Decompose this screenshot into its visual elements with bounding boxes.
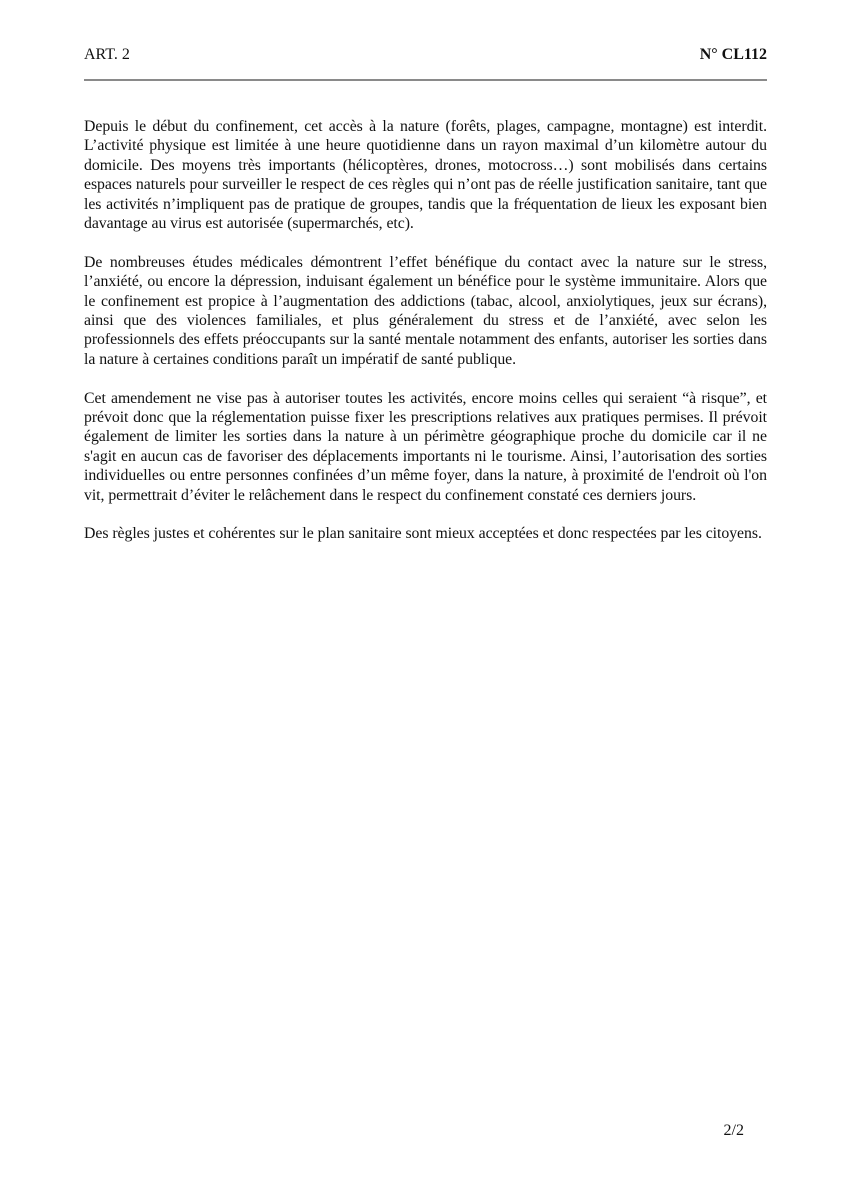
amendment-number: N° CL112: [699, 46, 767, 63]
paragraph-4: Des règles justes et cohérentes sur le plan sanitaire sont mieux acceptées et donc respectées par les citoyens.: [84, 525, 762, 543]
paragraph-1: Depuis le début du confinement, cet accès à la nature (forêts, plages, campagne, montagne) est interdit. L’activité physique est limitée à une heure quotidienne dans un rayon maximal d’un kilomètre autour du domicile. Des moyens très importants (hélicoptères, drones, motocross…) sont mobilisés dans certains espaces naturels pour surveiller le respect de ces règles qui n’ont pas de réelle justification sanitaire, tant que les activités n’impliquent pas de pratique de groupes, tandis que la fréquentation de lieux les exposant bien davantage au virus est autorisée (supermarchés, etc).: [84, 118, 767, 233]
paragraph-2: De nombreuses études médicales démontrent l’effet bénéfique du contact avec la nature sur le stress, l’anxiété, ou encore la dépression, induisant également un bénéfice pour le système immunitaire. Alors que le confinement est propice à l’augmentation des addictions (tabac, alcool, anxiolytiques, jeux sur écrans), ainsi que des violences familiales, et plus généralement du stress et de l’anxiété, avec selon les professionnels des effets préoccupants sur la santé mentale notamment des enfants, autoriser les sorties dans la nature à certaines conditions paraît un impératif de santé publique.: [84, 253, 767, 368]
page-number: 2/2: [723, 1122, 744, 1139]
paragraph-3: Cet amendement ne vise pas à autoriser toutes les activités, encore moins celles qui seraient “à risque”, et prévoit donc que la réglementation puisse fixer les prescriptions relatives aux pratiques permises. Il prévoit également de limiter les sorties dans la nature à un périmètre géographique proche du domicile car il ne s'agit en aucun cas de favoriser des déplacements importants ni le tourisme. Ainsi, l’autorisation des sorties individuelles ou entre personnes confinées d’un même foyer, dans la nature, à proximité de l'endroit où l'on vit, permettrait d’éviter le relâchement dans le respect du confinement constaté ces derniers jours.: [84, 389, 767, 504]
article-label: ART. 2: [84, 46, 130, 63]
page-header: [84, 43, 767, 67]
document-body: [84, 117, 767, 563]
header-divider: [84, 79, 767, 81]
